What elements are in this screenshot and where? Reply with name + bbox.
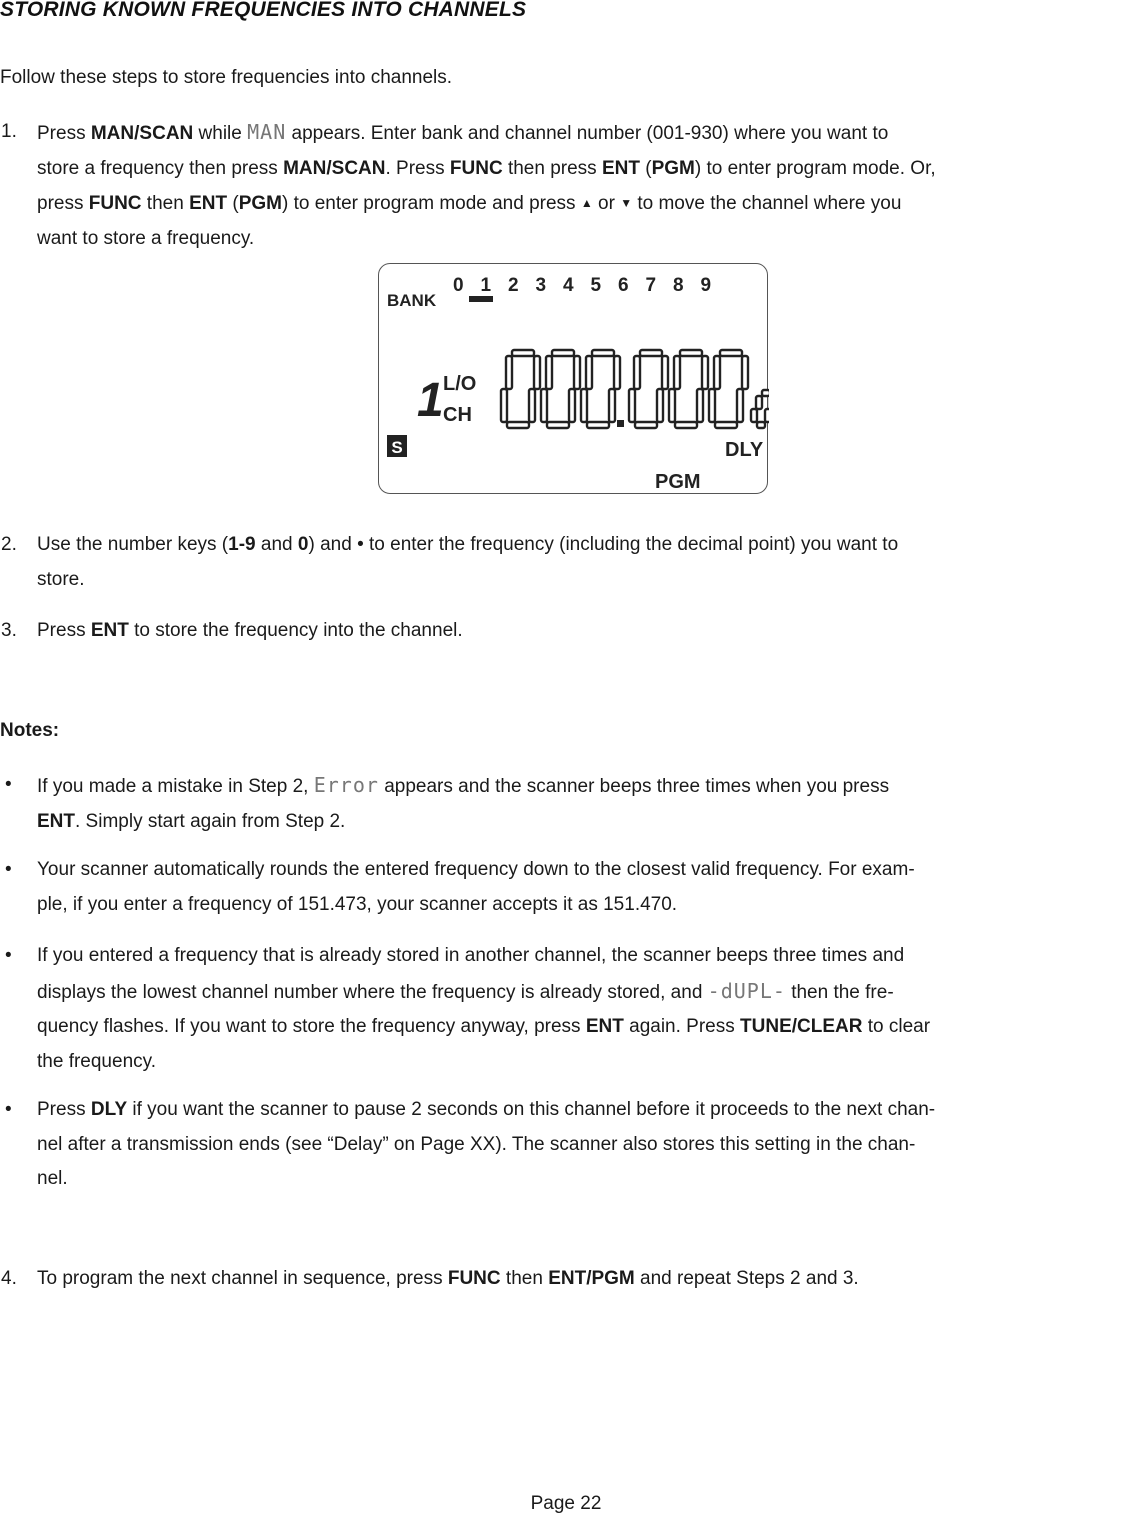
down-arrow-icon: ▼ [620,196,633,210]
channel-digit: 1 [417,374,444,427]
text: . Press [385,157,450,179]
note-text [37,939,1132,1079]
text: then press [502,157,602,179]
text: Your scanner automatically rounds the entered frequency down to the closest valid frequency. For exam- [37,859,915,880]
frequency-digit-small [751,390,769,428]
bank-digit-3: 3 [535,275,547,296]
text: Use the number keys ( [37,534,229,555]
bank-digits [453,275,711,296]
text: to enter the frequency (including the decimal point) you want to [363,534,899,555]
text: or [592,193,621,214]
bank-digit-9: 9 [700,275,712,296]
lcd-text: Error [313,773,379,797]
text: press [37,193,89,214]
lcd-text: -dUPL- [707,978,786,1003]
bank-digit-1: 1 [480,275,492,296]
key-name: ENT [37,810,75,832]
notes-heading: Notes: [0,720,60,741]
text: Press [37,620,91,641]
text: If you entered a frequency that is already stored in another channel, the scanner beeps three times and [37,945,905,966]
text: while [193,123,248,144]
key-name: ENT [90,620,129,641]
frequency-digit [629,350,668,428]
text: then [500,1268,549,1289]
note-text [37,768,1132,839]
bullet-icon: • [5,859,12,880]
step-text [37,528,1132,597]
text: - [238,534,246,555]
frequency-readout [501,350,769,428]
key-name: ENT [601,157,640,179]
key-name: ENT [548,1268,587,1289]
text: and [255,534,298,555]
text: / [326,157,332,179]
key-name: SCAN [139,123,194,144]
page-number: Page 22 [530,1493,602,1514]
step-text [37,115,1132,256]
key-name: ENT [585,1016,624,1037]
bullet-icon: • [5,1099,12,1120]
text: ) to enter program mode. Or, [694,157,936,179]
key-name: SCAN [331,157,386,179]
text: to move the channel where you [632,193,902,214]
text: appears. Enter bank and channel number (001-930) where you want to [286,123,889,144]
text: store. [37,568,85,590]
bank-digit-2: 2 [508,275,519,296]
text: ) to enter program mode and press [281,193,581,214]
key-name: PGM [591,1268,635,1289]
bank-label: BANK [387,291,437,310]
text: ple, if you enter a frequency of 151.473, your scanner accepts it as 151.470. [37,893,678,915]
text: the frequency. [37,1050,157,1072]
text: / [791,1016,798,1037]
text: / [134,123,140,144]
dly-label: DLY [725,439,764,461]
bank-digit-4: 4 [563,275,574,296]
note-text [37,853,1132,922]
key-name: CLEAR [797,1016,863,1037]
step-number: 4. [1,1268,17,1289]
key-name: FUNC [449,157,503,179]
frequency-digit [669,350,708,428]
up-arrow-icon: ▲ [580,196,593,210]
key-name: 0 [297,534,309,555]
text: store a frequency then press [37,157,284,179]
text: To program the next channel in sequence, press [37,1268,448,1289]
frequency-digit [541,350,580,428]
text: quency flashes. If you want to store the frequency anyway, press [37,1016,586,1037]
text: to store the frequency into the channel. [128,620,463,641]
ch-label: CH [443,404,472,426]
text: Press [37,123,91,144]
step-text [37,1262,1132,1297]
bullet-icon: • [5,945,12,966]
key-name: PGM [651,157,695,179]
bank-digit-8: 8 [673,275,684,296]
bank-digit-5: 5 [590,275,602,296]
text: ( [639,157,652,179]
text: then [141,193,190,214]
step-number: 3. [1,620,17,641]
text: Press [37,1099,91,1120]
step-number: 2. [1,534,17,555]
text: nel after a transmission ends (see “Delay” on Page XX). The scanner also stores this setting in the chan- [37,1133,916,1155]
text: if you want the scanner to pause 2 seconds on this channel before it proceeds to the next chan- [127,1099,936,1120]
key-name: MAN [90,123,135,144]
lo-label: L/O [443,373,477,395]
text: to clear [862,1016,931,1037]
text: and repeat Steps 2 and 3. [634,1268,859,1289]
key-name: ENT [189,193,228,214]
decimal-key-icon: • [357,534,364,555]
key-name: PGM [238,193,282,214]
text: then the fre- [785,981,894,1003]
text: want to store a frequency. [37,227,255,249]
key-name: FUNC [88,193,142,214]
selected-bank-indicator [469,296,493,302]
key-name: 9 [245,534,256,555]
pgm-label: PGM [655,471,701,493]
bank-digit-7: 7 [645,275,657,296]
key-name: 1 [228,534,239,555]
step-number: 1. [1,121,17,142]
frequency-digit [709,350,748,428]
bullet-icon: • [5,774,12,795]
text: appears and the scanner beeps three times when you press [378,776,890,797]
lcd-display-svg [379,264,769,495]
lcd-display-illustration [378,263,768,494]
bank-digit-0: 0 [453,275,464,296]
text: / [586,1268,592,1289]
lcd-text: MAN [247,120,287,144]
section-title: STORING KNOWN FREQUENCIES INTO CHANNELS [0,0,527,21]
intro-text: Follow these steps to store frequencies into channels. [0,67,453,88]
text: ) and [308,534,358,555]
text: displays the lowest channel number where the frequency is already stored, and [37,981,708,1003]
frequency-digit [581,350,620,428]
bank-digit-6: 6 [618,275,629,296]
text: If you made a mistake in Step 2, [37,776,314,797]
text: nel. [37,1168,68,1189]
s-label: S [391,438,403,457]
key-name: TUNE [740,1016,792,1037]
text: again. Press [623,1016,741,1037]
decimal-point [617,420,624,427]
frequency-digit [501,350,540,428]
text: ( [227,193,239,214]
step-text [37,614,1132,649]
note-text [37,1093,1132,1197]
key-name: FUNC [447,1268,501,1289]
text: . Simply start again from Step 2. [75,810,346,832]
key-name: DLY [90,1099,128,1120]
key-name: MAN [283,157,327,179]
